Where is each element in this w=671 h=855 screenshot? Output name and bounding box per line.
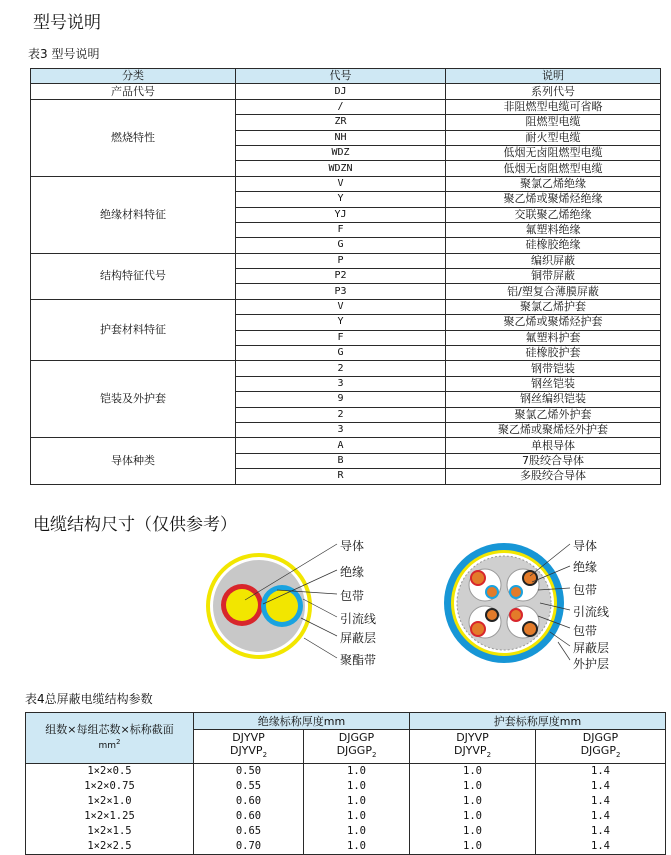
table-cell: 1.0 xyxy=(304,824,410,839)
table-row xyxy=(31,361,661,376)
label-shield-r: 屏蔽层 xyxy=(573,641,610,655)
table-cell: 1.4 xyxy=(536,764,666,780)
description-cell: 硅橡胶绝缘 xyxy=(446,238,661,253)
col1-unit-text: mm xyxy=(98,741,117,751)
table-cell: 1×2×1.5 xyxy=(26,824,194,839)
table-header-row xyxy=(31,69,661,84)
description-cell: 单根导体 xyxy=(446,438,661,453)
code-cell: F xyxy=(236,222,446,237)
category-cell: 产品代号 xyxy=(31,84,236,99)
table-row xyxy=(31,84,661,99)
table-cell: 1.4 xyxy=(536,839,666,855)
sub-header-djyvp: DJYVP $DJYVP_2$ xyxy=(194,730,304,764)
code-cell: P xyxy=(236,253,446,268)
table-cell: 1.0 xyxy=(410,779,536,794)
label-insulation-r: 绝缘 xyxy=(573,560,598,574)
table-cell: 1.0 xyxy=(410,839,536,855)
table-cell: 1.0 xyxy=(304,764,410,780)
label-conductor-r: 导体 xyxy=(573,539,598,553)
code-cell: G xyxy=(236,238,446,253)
code-cell: ZR xyxy=(236,115,446,130)
table-cell: 0.60 xyxy=(194,794,304,809)
section-title-structure: 电缆结构尺寸（仅供参考） xyxy=(33,515,237,535)
label-shield: 屏蔽层 xyxy=(340,631,377,645)
description-cell: 聚乙烯或聚烯烃外护套 xyxy=(446,422,661,437)
description-cell: 阻燃型电缆 xyxy=(446,115,661,130)
label-polyester-tape: 聚酯带 xyxy=(340,653,377,667)
description-cell: 氟塑料护套 xyxy=(446,330,661,345)
col1-unit-sup: 2 xyxy=(116,738,121,746)
cable-diagram-right xyxy=(440,532,580,672)
table-row xyxy=(26,809,666,824)
table-cell: 1×2×1.25 xyxy=(26,809,194,824)
code-cell: A xyxy=(236,438,446,453)
table-row xyxy=(31,176,661,191)
table-cell: 1.0 xyxy=(410,824,536,839)
code-cell: / xyxy=(236,99,446,114)
description-cell: 钢丝编织铠装 xyxy=(446,392,661,407)
label-conductor: 导体 xyxy=(340,539,365,553)
table-cell: 0.65 xyxy=(194,824,304,839)
code-cell: V xyxy=(236,299,446,314)
description-cell: 7股绞合导体 xyxy=(446,453,661,468)
table-cell: 1×2×1.0 xyxy=(26,794,194,809)
table-cell: 1.4 xyxy=(536,809,666,824)
code-cell: R xyxy=(236,469,446,484)
description-cell: 氟塑料绝缘 xyxy=(446,222,661,237)
category-cell: 结构特征代号 xyxy=(31,253,236,299)
code-cell: B xyxy=(236,453,446,468)
code-cell: V xyxy=(236,176,446,191)
table-cell: 1.4 xyxy=(536,779,666,794)
table-row xyxy=(26,824,666,839)
code-cell: Y xyxy=(236,315,446,330)
label-drain-wire-r: 引流线 xyxy=(573,605,610,619)
description-cell: 铜带屏蔽 xyxy=(446,269,661,284)
code-cell: P3 xyxy=(236,284,446,299)
col1-unit xyxy=(98,738,121,751)
sub-header-djyvp-2: DJYVP $DJYVP_2$ xyxy=(410,730,536,764)
label-outer-sheath-r: 外护层 xyxy=(573,657,610,671)
table-row xyxy=(31,299,661,314)
code-cell: F xyxy=(236,330,446,345)
table-cell: 1.4 xyxy=(536,824,666,839)
code-cell: 2 xyxy=(236,361,446,376)
label-tape-r: 包带 xyxy=(573,583,598,597)
code-cell: WDZN xyxy=(236,161,446,176)
insulation-header: 绝缘标称厚度mm xyxy=(194,713,410,730)
table-row xyxy=(31,253,661,268)
code-cell: Y xyxy=(236,192,446,207)
description-cell: 聚乙烯或聚烯烃护套 xyxy=(446,315,661,330)
category-cell: 护套材料特征 xyxy=(31,299,236,361)
sub-header-djggp: DJGGP $DJGGP_2$ xyxy=(304,730,410,764)
sub-header-djggp-2: DJGGP $DJGGP_2$ xyxy=(536,730,666,764)
category-cell: 绝缘材料特征 xyxy=(31,176,236,253)
label-drain-wire: 引流线 xyxy=(340,612,377,626)
section-title-model: 型号说明 xyxy=(33,13,101,33)
sheath-header: 护套标称厚度mm xyxy=(410,713,666,730)
table-cell: 0.60 xyxy=(194,809,304,824)
structure-table xyxy=(25,712,666,855)
code-cell: NH xyxy=(236,130,446,145)
description-cell: 耐火型电缆 xyxy=(446,130,661,145)
table-cell: 1.0 xyxy=(304,839,410,855)
label-tape-2-r: 包带 xyxy=(573,624,598,638)
table-cell: 1.4 xyxy=(536,794,666,809)
description-cell: 编织屏蔽 xyxy=(446,253,661,268)
model-table xyxy=(30,68,661,485)
description-cell: 非阻燃型电缆可省略 xyxy=(446,99,661,114)
description-cell: 聚氯乙烯绝缘 xyxy=(446,176,661,191)
table-cell: 1×2×0.5 xyxy=(26,764,194,780)
header-category: 分类 xyxy=(31,69,236,84)
description-cell: 钢丝铠装 xyxy=(446,376,661,391)
table-row xyxy=(31,438,661,453)
table-row xyxy=(26,839,666,855)
table-row xyxy=(26,779,666,794)
table-row xyxy=(26,794,666,809)
table-cell: 0.55 xyxy=(194,779,304,794)
header-code: 代号 xyxy=(236,69,446,84)
table-cell: 1×2×2.5 xyxy=(26,839,194,855)
code-cell: P2 xyxy=(236,269,446,284)
table-cell: 1.0 xyxy=(304,779,410,794)
table-cell: 0.70 xyxy=(194,839,304,855)
description-cell: 低烟无卤阻燃型电缆 xyxy=(446,145,661,160)
col1-header-text: 组数×每组芯数×标称截面 xyxy=(45,723,174,736)
table4-caption: 表4总屏蔽电缆结构参数 xyxy=(25,692,153,706)
table-cell: 1×2×0.75 xyxy=(26,779,194,794)
code-cell: 9 xyxy=(236,392,446,407)
table-cell: 1.0 xyxy=(304,794,410,809)
code-cell: 2 xyxy=(236,407,446,422)
code-cell: WDZ xyxy=(236,145,446,160)
code-cell: DJ xyxy=(236,84,446,99)
col1-header xyxy=(26,713,194,764)
description-cell: 硅橡胶护套 xyxy=(446,346,661,361)
description-cell: 多股绞合导体 xyxy=(446,469,661,484)
label-insulation: 绝缘 xyxy=(340,565,365,579)
table-row xyxy=(31,99,661,114)
table-cell: 1.0 xyxy=(410,764,536,780)
table-cell: 1.0 xyxy=(410,809,536,824)
description-cell: 聚氯乙烯外护套 xyxy=(446,407,661,422)
table-cell: 0.50 xyxy=(194,764,304,780)
table-cell: 1.0 xyxy=(410,794,536,809)
description-cell: 系列代号 xyxy=(446,84,661,99)
description-cell: 钢带铠装 xyxy=(446,361,661,376)
table-cell: 1.0 xyxy=(304,809,410,824)
header-description: 说明 xyxy=(446,69,661,84)
code-cell: 3 xyxy=(236,422,446,437)
category-cell: 导体种类 xyxy=(31,438,236,484)
table-row xyxy=(26,764,666,780)
table3-caption: 表3 型号说明 xyxy=(28,47,100,61)
code-cell: YJ xyxy=(236,207,446,222)
description-cell: 聚乙烯或聚烯烃绝缘 xyxy=(446,192,661,207)
description-cell: 铝/塑复合薄膜屏蔽 xyxy=(446,284,661,299)
category-cell: 燃烧特性 xyxy=(31,99,236,176)
label-tape: 包带 xyxy=(340,589,365,603)
description-cell: 交联聚乙烯绝缘 xyxy=(446,207,661,222)
code-cell: G xyxy=(236,346,446,361)
category-cell: 铠装及外护套 xyxy=(31,361,236,438)
description-cell: 聚氯乙烯护套 xyxy=(446,299,661,314)
description-cell: 低烟无卤阻燃型电缆 xyxy=(446,161,661,176)
code-cell: 3 xyxy=(236,376,446,391)
